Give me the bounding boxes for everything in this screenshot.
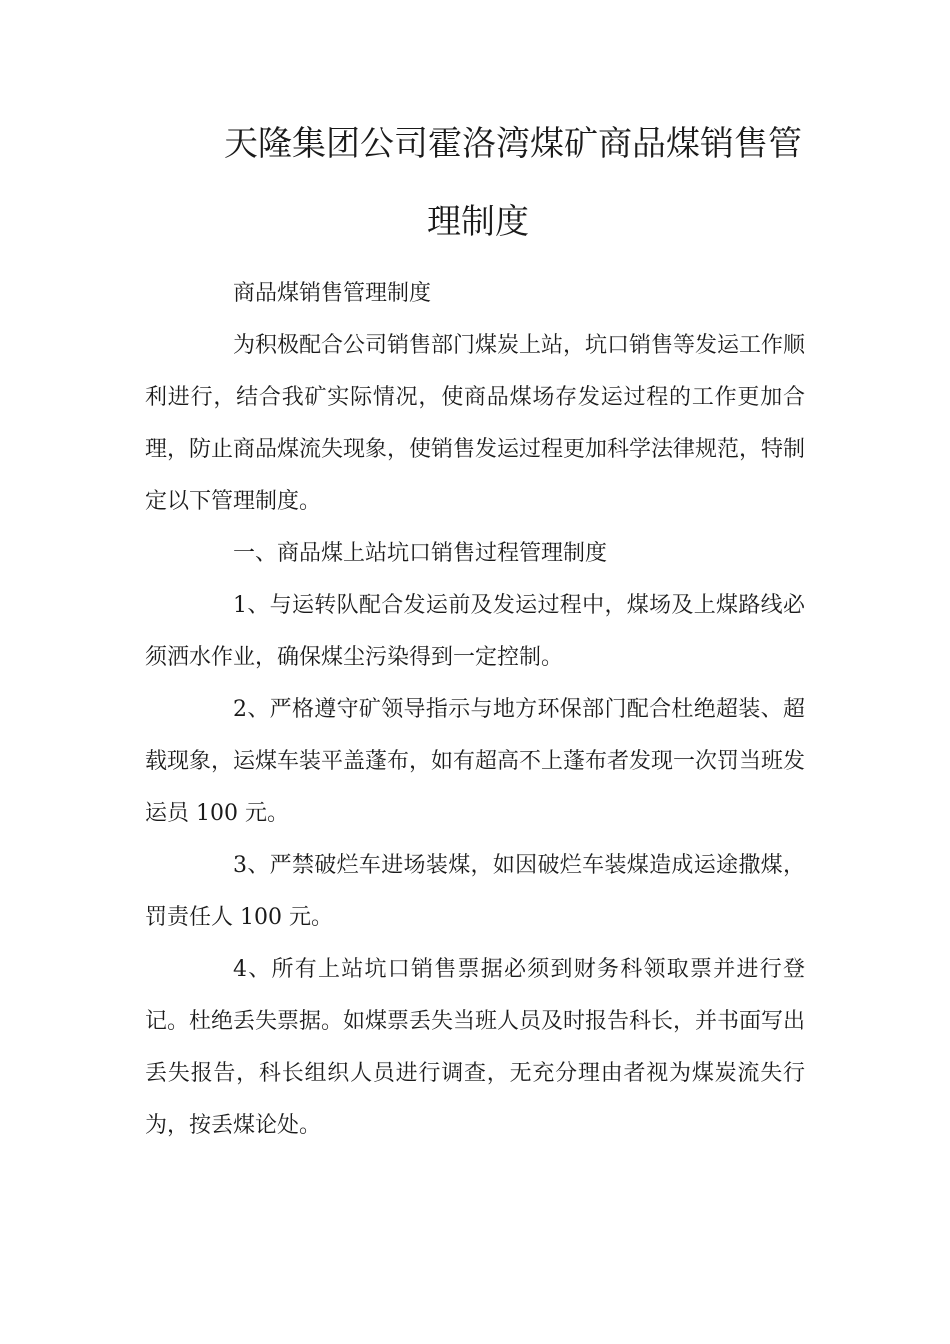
document-title-line-1: 天隆集团公司霍洛湾煤矿商品煤销售管 — [224, 124, 802, 164]
document-body — [145, 268, 805, 1152]
intro-paragraph: 为积极配合公司销售部门煤炭上站，坑口销售等发运工作顺利进行，结合我矿实际情况，使商品煤场存发运过程的工作更加合理，防止商品煤流失现象，使销售发运过程更加科学法律规范，特制定以下管理制度。 — [145, 333, 806, 514]
rule-item-3: 3、严禁破烂车进场装煤，如因破烂车装煤造成运途撒煤，罚责任人 100 元。 — [145, 853, 805, 930]
rule-item-1: 1、与运转队配合发运前及发运过程中，煤场及上煤路线必须洒水作业，确保煤尘污染得到一定控制。 — [145, 593, 805, 670]
document-title-line-2: 理制度 — [427, 202, 529, 242]
section-subtitle: 商品煤销售管理制度 — [233, 281, 432, 306]
section-heading: 一、商品煤上站坑口销售过程管理制度 — [233, 541, 608, 566]
rule-item-4: 4、所有上站坑口销售票据必须到财务科领取票并进行登记。杜绝丢失票据。如煤票丢失当班人员及时报告科长，并书面写出丢失报告，科长组织人员进行调查，无充分理由者视为煤炭流失行为，按丢煤论处。 — [145, 957, 806, 1138]
rule-item-2: 2、严格遵守矿领导指示与地方环保部门配合杜绝超装、超载现象，运煤车装平盖蓬布，如有超高不上蓬布者发现一次罚当班发运员 100 元。 — [145, 697, 806, 826]
